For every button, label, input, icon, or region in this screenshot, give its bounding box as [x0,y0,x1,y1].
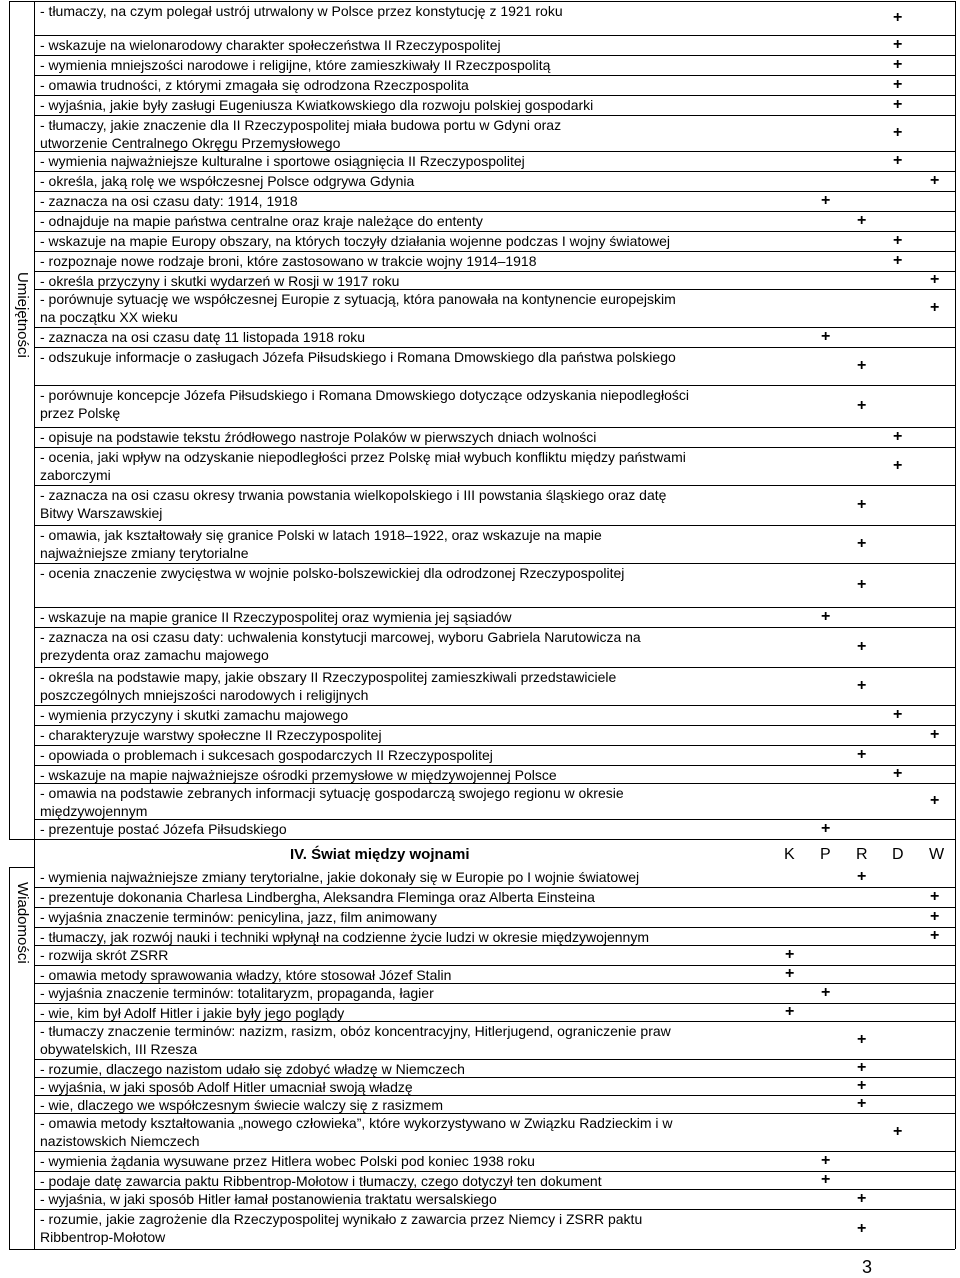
requirement-text: - ocenia, jaki wpływ na odzyskanie niepodległości przez Polskę miał wybuch konfliktu między państwami [40,449,686,465]
grade-mark: + [930,172,940,189]
requirement-text: - porównuje koncepcje Józefa Piłsudskiego i Romana Dmowskiego dotyczące odzyskania niepodległości [40,387,690,403]
section-title: IV. Świat między wojnami [290,846,470,863]
grade-mark: + [821,1152,831,1169]
skills-section-label: Umiejętności [14,272,31,358]
grade-column-header: K [784,846,795,863]
requirement-text: międzywojennym [40,803,148,819]
requirement-text: - rozumie, jakie zagrożenie dla Rzeczypospolitej wynikało z zawarcia przez Niemcy i ZSRR paktu [40,1211,643,1227]
grade-mark: + [930,299,940,316]
grade-mark: + [821,1171,831,1188]
requirement-text: - prezentuje postać Józefa Piłsudskiego [40,821,287,837]
grade-mark: + [821,192,831,209]
requirement-text: - opowiada o problemach i sukcesach gospodarczych II Rzeczypospolitej [40,747,493,763]
requirement-text: - wie, kim był Adolf Hitler i jakie były jego poglądy [40,1005,345,1021]
grade-mark: + [893,457,903,474]
grade-mark: + [857,357,867,374]
requirement-text: utworzenie Centralnego Okręgu Przemysłowego [40,135,341,151]
grade-mark: + [893,706,903,723]
requirement-text: - wyjaśnia znaczenie terminów: penicylina, jazz, film animowany [40,909,437,925]
requirement-text: - rozpoznaje nowe rodzaje broni, które zastosowano w trakcie wojny 1914–1918 [40,253,537,269]
grade-mark: + [857,397,867,414]
requirement-text: - tłumaczy, jakie znaczenie dla II Rzeczypospolitej miała budowa portu w Gdyni oraz [40,117,562,133]
page-number: 3 [862,1257,873,1277]
grade-column-header: R [856,846,868,863]
requirement-text: - wie, dlaczego we współczesnym świecie walczy się z rasizmem [40,1097,444,1113]
row-divider [9,839,34,840]
requirement-text: - wyjaśnia, jakie były zasługi Eugeniusza Kwiatkowskiego dla rozwoju polskiej gospodarki [40,97,594,113]
column-divider [9,867,10,1249]
requirement-text: - wyjaśnia, w jaki sposób Hitler łamał postanowienia traktatu wersalskiego [40,1191,497,1207]
requirement-text: - wskazuje na wielonarodowy charakter społeczeństwa II Rzeczypospolitej [40,37,501,53]
grade-mark: + [821,608,831,625]
grade-column-header: P [820,846,831,863]
requirement-text: przez Polskę [40,405,121,421]
requirement-text: - określa, jaką rolę we współczesnej Polsce odgrywa Gdynia [40,173,415,189]
grade-mark: + [857,868,867,885]
row-divider [9,867,34,868]
requirement-text: na początku XX wieku [40,309,178,325]
column-divider [34,1,35,1249]
requirement-text: Bitwy Warszawskiej [40,505,163,521]
requirement-text: - zaznacza na osi czasu datę 11 listopada 1918 roku [40,329,366,345]
grade-mark: + [893,9,903,26]
requirement-text: poszczególnych mniejszości narodowych i religijnych [40,687,369,703]
grade-mark: + [821,984,831,1001]
grade-mark: + [785,965,795,982]
grade-mark: + [857,746,867,763]
requirement-text: - tłumaczy znaczenie terminów: nazizm, rasizm, obóz koncentracyjny, Hitlerjugend, ograniczenie praw [40,1023,671,1039]
grade-mark: + [893,96,903,113]
requirement-text: - wymienia żądania wysuwane przez Hitlera wobec Polski pod koniec 1938 roku [40,1153,535,1169]
knowledge-section-label: Wiadomości [14,882,31,964]
grade-mark: + [857,1220,867,1237]
requirement-text: - porównuje sytuację we współczesnej Europie z sytuacją, która panowała na kontynencie europejskim [40,291,676,307]
grade-mark: + [857,638,867,655]
requirement-text: zaborczymi [40,467,111,483]
grade-mark: + [893,232,903,249]
grade-mark: + [857,1077,867,1094]
grade-mark: + [893,36,903,53]
row-divider [34,1249,955,1250]
grade-mark: + [857,576,867,593]
requirement-text: - omawia metody sprawowania władzy, które stosował Józef Stalin [40,967,452,983]
grade-mark: + [930,792,940,809]
requirement-text: - wymienia najważniejsze kulturalne i sportowe osiągnięcia II Rzeczypospolitej [40,153,525,169]
requirement-text: - zaznacza na osi czasu daty: uchwalenia konstytucji marcowej, wyboru Gabriela Narutowicza na [40,629,641,645]
requirement-text: - opisuje na podstawie tekstu źródłowego nastroje Polaków w pierwszych dniach wolności [40,429,597,445]
grade-mark: + [821,328,831,345]
requirement-text: Ribbentrop-Mołotow [40,1229,166,1245]
requirement-text: - tłumaczy, na czym polegał ustrój utrwalony w Polsce przez konstytucję z 1921 roku [40,3,563,19]
grade-mark: + [893,1123,903,1140]
requirement-text: - wskazuje na mapie Europy obszary, na których toczyły działania wojenne podczas I wojny światowej [40,233,671,249]
grade-mark: + [857,1031,867,1048]
requirement-text: - wymienia przyczyny i skutki zamachu majowego [40,707,349,723]
row-divider [34,839,955,840]
column-divider [9,1,10,839]
requirement-text: - podaje datę zawarcia paktu Ribbentrop-Mołotow i tłumaczy, czego dotyczył ten dokument [40,1173,602,1189]
requirement-text: najważniejsze zmiany terytorialne [40,545,249,561]
requirement-text: - określa na podstawie mapy, jakie obszary II Rzeczypospolitej zamieszkiwali przedstawiciele [40,669,617,685]
requirement-text: - wskazuje na mapie granice II Rzeczypospolitej oraz wymienia jej sąsiadów [40,609,512,625]
requirement-text: - charakteryzuje warstwy społeczne II Rzeczypospolitej [40,727,382,743]
requirement-text: - omawia metody kształtowania „nowego człowieka”, które wykorzystywano w Związku Radzieckim i w [40,1115,673,1131]
grade-mark: + [893,252,903,269]
grade-column-header: W [929,846,945,863]
grade-mark: + [893,124,903,141]
grade-mark: + [785,946,795,963]
requirement-text: - omawia, jak kształtowały się granice Polski w latach 1918–1922, oraz wskazuje na mapie [40,527,602,543]
requirement-text: - wyjaśnia, w jaki sposób Adolf Hitler umacniał swoją władzę [40,1079,413,1095]
grade-mark: + [857,1190,867,1207]
requirement-text: - wyjaśnia znaczenie terminów: totalitaryzm, propaganda, łagier [40,985,434,1001]
grade-mark: + [930,927,940,944]
requirement-text: - omawia trudności, z którymi zmagała się odrodzona Rzeczpospolita [40,77,469,93]
grade-mark: + [821,820,831,837]
requirement-text: - wymienia najważniejsze zmiany terytorialne, jakie dokonały się w Europie po I wojnie światowej [40,869,640,885]
grade-mark: + [857,496,867,513]
requirement-text: prezydenta oraz zamachu majowego [40,647,269,663]
grade-mark: + [930,888,940,905]
requirement-text: - określa przyczyny i skutki wydarzeń w Rosji w 1917 roku [40,273,400,289]
requirement-text: - odszukuje informacje o zasługach Józefa Piłsudskiego i Romana Dmowskiego dla państwa polskiego [40,349,676,365]
requirement-text: - ocenia znaczenie zwycięstwa w wojnie polsko-bolszewickiej dla odrodzonej Rzeczypospolitej [40,565,625,581]
requirement-text: obywatelskich, III Rzesza [40,1041,198,1057]
requirement-text: - wymienia mniejszości narodowe i religijne, które zamieszkiwały II Rzeczpospolitą [40,57,551,73]
grade-column-header: D [892,846,904,863]
grade-mark: + [930,271,940,288]
requirement-text: - zaznacza na osi czasu daty: 1914, 1918 [40,193,298,209]
grade-mark: + [857,1095,867,1112]
grade-mark: + [857,212,867,229]
grade-mark: + [930,908,940,925]
grade-mark: + [893,765,903,782]
requirement-text: - zaznacza na osi czasu okresy trwania powstania wielkopolskiego i III powstania śląskiego oraz datę [40,487,667,503]
requirement-text: - tłumaczy, jak rozwój nauki i techniki wpłynął na codzienne życie ludzi w okresie międzywojennym [40,929,649,945]
requirement-text: - omawia na podstawie zebranych informacji sytuację gospodarczą swojego regionu w okresie [40,785,624,801]
requirement-text: - prezentuje dokonania Charlesa Lindbergha, Aleksandra Fleminga oraz Alberta Einsteina [40,889,595,905]
requirement-text: nazistowskich Niemczech [40,1133,200,1149]
grade-mark: + [857,677,867,694]
grade-mark: + [930,726,940,743]
requirement-text: - odnajduje na mapie państwa centralne oraz kraje należące do ententy [40,213,483,229]
requirement-text: - rozumie, dlaczego nazistom udało się zdobyć władzę w Niemczech [40,1061,465,1077]
column-divider [955,1,956,1249]
grade-mark: + [893,428,903,445]
grade-mark: + [893,56,903,73]
requirement-text: - wskazuje na mapie najważniejsze ośrodki przemysłowe w międzywojennej Polsce [40,767,557,783]
grade-mark: + [893,152,903,169]
grade-mark: + [857,1059,867,1076]
grade-mark: + [893,76,903,93]
grade-mark: + [785,1003,795,1020]
row-divider [34,945,955,946]
requirement-text: - rozwija skrót ZSRR [40,947,169,963]
grade-mark: + [857,535,867,552]
row-divider [9,1249,34,1250]
